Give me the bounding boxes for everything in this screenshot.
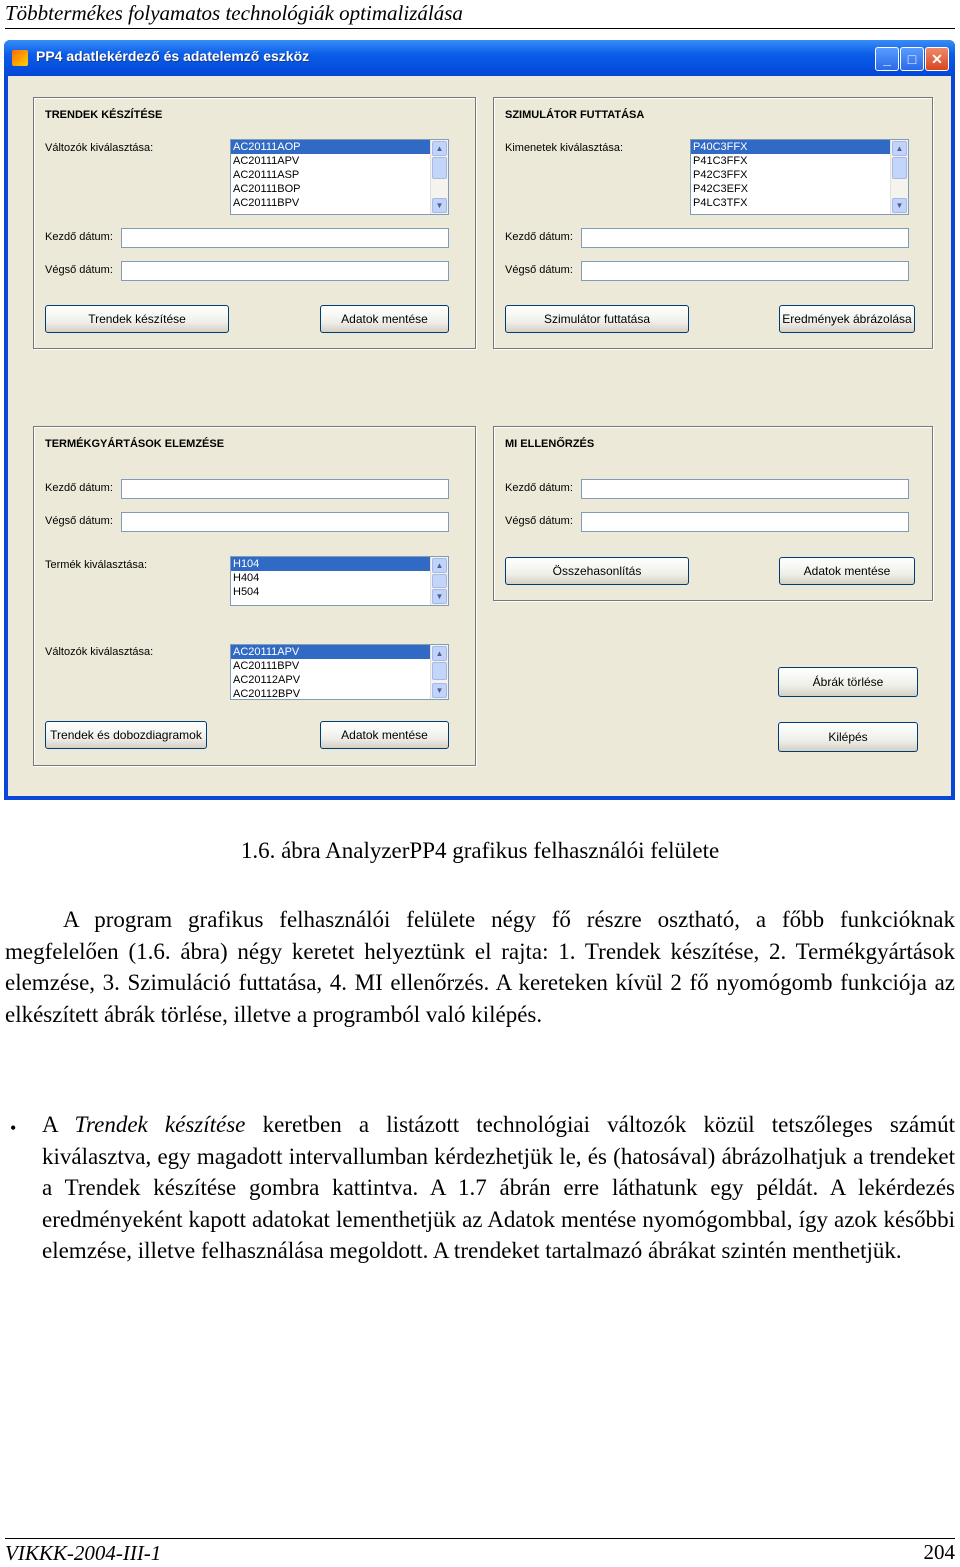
list-item[interactable]: H504 xyxy=(233,586,260,598)
scroll-thumb[interactable] xyxy=(432,662,447,680)
page-header: Többtermékes folyamatos technológiák optimalizálása xyxy=(5,0,955,29)
end-date-label: Végső dátum: xyxy=(45,264,113,276)
vars-label: Változók kiválasztása: xyxy=(45,646,154,658)
scroll-up-icon[interactable]: ▲ xyxy=(432,646,447,661)
panel-title: SZIMULÁTOR FUTTATÁSA xyxy=(505,109,645,121)
vars-label: Változók kiválasztása: xyxy=(45,142,154,154)
vars-listbox[interactable] xyxy=(230,139,449,215)
maximize-button[interactable]: □ xyxy=(900,47,924,71)
list-item[interactable]: H104 xyxy=(231,557,431,571)
vars-scrollbar[interactable] xyxy=(430,140,448,214)
end-date-input[interactable] xyxy=(121,261,449,281)
panel-title: TRENDEK KÉSZÍTÉSE xyxy=(45,109,163,121)
vars-scrollbar[interactable] xyxy=(430,645,448,699)
start-date-input[interactable] xyxy=(121,479,449,499)
scroll-up-icon[interactable]: ▲ xyxy=(432,558,447,573)
list-item[interactable]: AC20111APV xyxy=(231,645,431,659)
end-date-label: Végső dátum: xyxy=(505,515,573,527)
paragraph-2-italic: Trendek készítése xyxy=(74,1112,246,1137)
scroll-thumb[interactable] xyxy=(432,574,447,588)
scroll-down-icon[interactable]: ▼ xyxy=(432,198,447,213)
app-window xyxy=(4,40,955,800)
page-number: 204 xyxy=(923,1540,955,1564)
title-bar[interactable] xyxy=(4,40,955,76)
scroll-up-icon[interactable]: ▲ xyxy=(432,141,447,156)
save-data-button[interactable]: Adatok mentése xyxy=(320,721,449,749)
list-item[interactable]: P42C3FFX xyxy=(693,169,748,181)
clear-figures-button[interactable]: Ábrák törlése xyxy=(778,667,918,697)
start-date-input[interactable] xyxy=(121,228,449,248)
list-item[interactable]: AC20111AOP xyxy=(231,140,431,154)
product-scrollbar[interactable] xyxy=(430,557,448,605)
minimize-button[interactable]: _ xyxy=(875,47,899,71)
list-item[interactable]: AC20111ASP xyxy=(233,169,300,181)
scroll-down-icon[interactable]: ▼ xyxy=(432,589,447,604)
product-label: Termék kiválasztása: xyxy=(45,559,148,571)
paragraph-1: A program grafikus felhasználói felülete négy fő részre osztható, a főbb funkcióknak megfelelően (1.6. ábra) négy keretet helyeztünk el rajta: 1. Trendek készítése, 2. Termékgyártások elemzése, 3. Szimuláció futtatása, 4. MI ellenőrzés. A kereteken kívül 2 fő nyomógomb funkciója az elkészített ábrák törlése, illetve a programból való kilépés. xyxy=(5,907,955,1027)
paragraph-2-post: keretben a listázott technológiai változók közül tetszőleges számút kiválasztva, egy magadott intervallumban kérdezhetjük le, és (hatosával) ábrázolhatjuk a trendeket a Trendek készítése gombra kattintva. A 1.7 ábrán erre láthatunk egy példát. A lekérdezés eredményeként kapott adatokat lementhetjük az Adatok mentése nyomógombbal, így azok későbbi elemzése, illetve felhasználása megoldott. A trendeket tartalmazó ábrákat szintén menthetjük. xyxy=(42,1112,955,1263)
panel-title: MI ELLENŐRZÉS xyxy=(505,438,595,450)
start-date-label: Kezdő dátum: xyxy=(45,482,113,494)
list-item[interactable]: AC20112BPV xyxy=(233,688,301,699)
window-title: PP4 adatlekérdező és adatelemző eszköz xyxy=(36,48,310,64)
figure-caption: 1.6. ábra AnalyzerPP4 grafikus felhasználói felülete xyxy=(240,838,720,863)
close-button[interactable]: ✕ xyxy=(925,47,949,71)
compare-button[interactable]: Összehasonlítás xyxy=(505,557,689,585)
list-item[interactable]: AC20111BOP xyxy=(233,183,301,195)
end-date-input[interactable] xyxy=(581,512,909,532)
save-data-button[interactable]: Adatok mentése xyxy=(320,305,449,333)
list-item[interactable]: P41C3FFX xyxy=(693,155,748,167)
product-listbox[interactable] xyxy=(230,556,449,606)
exit-button[interactable]: Kilépés xyxy=(778,722,918,752)
panel-trendek xyxy=(33,97,476,349)
start-date-label: Kezdő dátum: xyxy=(505,482,573,494)
panel-szimulator xyxy=(493,97,933,349)
list-item[interactable]: AC20111BPV xyxy=(233,660,300,672)
panel-title: TERMÉKGYÁRTÁSOK ELEMZÉSE xyxy=(45,438,225,450)
paragraph-2 xyxy=(42,1109,955,1267)
start-date-input[interactable] xyxy=(581,479,909,499)
bullet-icon: • xyxy=(10,1118,17,1138)
outputs-label: Kimenetek kiválasztása: xyxy=(505,142,623,154)
create-trends-button[interactable]: Trendek készítése xyxy=(45,305,229,333)
scroll-thumb[interactable] xyxy=(432,157,447,179)
list-item[interactable]: AC20112APV xyxy=(233,674,301,686)
trends-boxplots-button[interactable]: Trendek és dobozdiagramok xyxy=(45,721,207,749)
list-item[interactable]: P4LC3TFX xyxy=(693,197,748,209)
window-client-area xyxy=(8,76,951,796)
end-date-label: Végső dátum: xyxy=(505,264,573,276)
run-simulator-button[interactable]: Szimulátor futtatása xyxy=(505,305,689,333)
outputs-scrollbar[interactable] xyxy=(890,140,908,214)
save-data-button[interactable]: Adatok mentése xyxy=(779,557,915,585)
start-date-input[interactable] xyxy=(581,228,909,248)
scroll-up-icon[interactable]: ▲ xyxy=(892,141,907,156)
list-item[interactable]: AC20111APV xyxy=(233,155,300,167)
outputs-listbox[interactable] xyxy=(690,139,909,215)
plot-results-button[interactable]: Eredmények ábrázolása xyxy=(779,305,915,333)
footer-left: VIKKK-2004-III-1 xyxy=(5,1541,162,1565)
end-date-input[interactable] xyxy=(581,261,909,281)
panel-mi xyxy=(493,426,933,601)
scroll-thumb[interactable] xyxy=(892,157,907,179)
paragraph-2-pre: A xyxy=(42,1112,75,1137)
panel-termek xyxy=(33,426,476,766)
end-date-input[interactable] xyxy=(121,512,449,532)
list-item[interactable]: P42C3EFX xyxy=(693,183,749,195)
start-date-label: Kezdő dátum: xyxy=(505,231,573,243)
end-date-label: Végső dátum: xyxy=(45,515,113,527)
app-icon xyxy=(12,50,28,66)
vars-listbox[interactable] xyxy=(230,644,449,700)
footer-divider xyxy=(5,1538,955,1539)
scroll-down-icon[interactable]: ▼ xyxy=(432,683,447,698)
list-item[interactable]: P40C3FFX xyxy=(691,140,891,154)
list-item[interactable]: H404 xyxy=(233,572,260,584)
start-date-label: Kezdő dátum: xyxy=(45,231,113,243)
scroll-down-icon[interactable]: ▼ xyxy=(892,198,907,213)
list-item[interactable]: AC20111BPV xyxy=(233,197,300,209)
